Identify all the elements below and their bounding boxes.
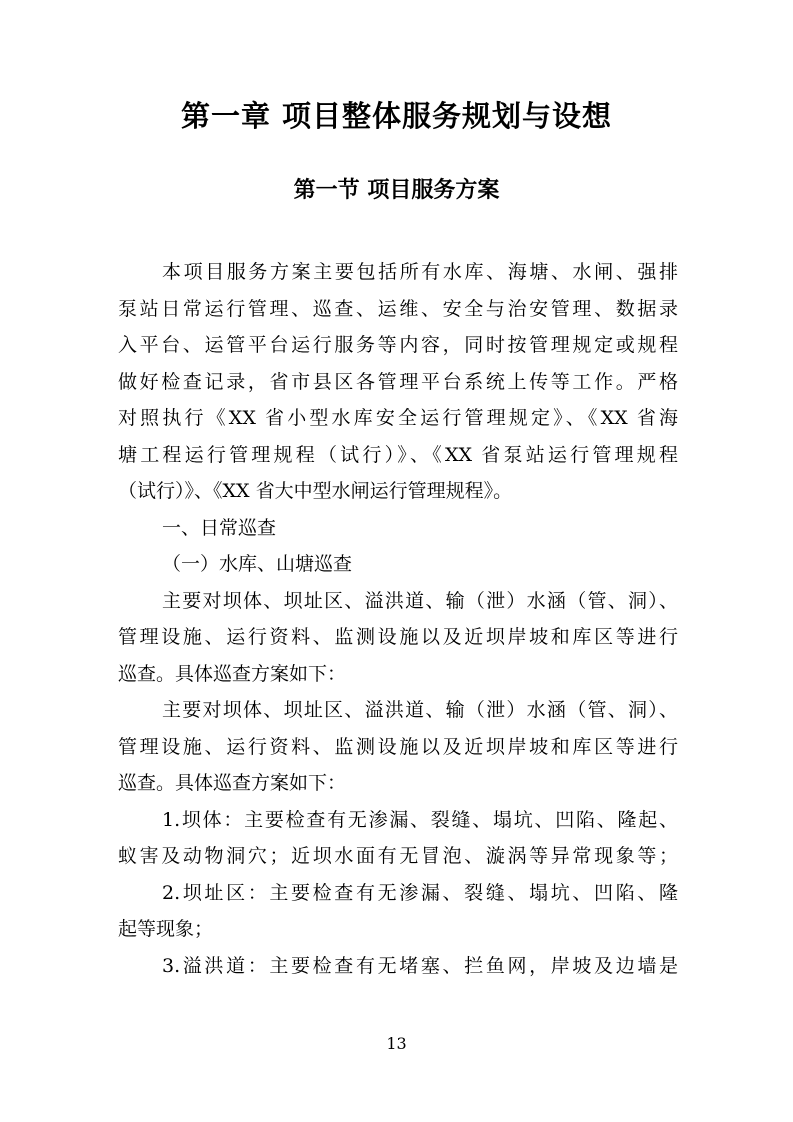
paragraph-line: 主要对坝体、坝址区、溢洪道、输（泄）水涵（管、洞）、 <box>162 589 678 612</box>
body-text <box>118 254 678 984</box>
list-item-dam-body-cont: 蚁害及动物洞穴；近坝水面有无冒泡、漩涡等异常现象等； <box>118 845 678 867</box>
section-title: 第一节 项目服务方案 <box>293 178 500 203</box>
heading-daily-inspection: 一、日常巡查 <box>162 516 277 539</box>
paragraph-line: 巡查。具体巡查方案如下： <box>118 772 347 794</box>
paragraph-line: 泵站日常运行管理、巡查、运维、安全与治安管理、数据录 <box>118 297 678 320</box>
paragraph-line: 管理设施、运行资料、监测设施以及近坝岸坡和库区等进行 <box>118 735 678 758</box>
heading-reservoir-inspection: （一）水库、山塘巡查 <box>162 553 353 575</box>
paragraph-line: 对照执行《XX 省小型水库安全运行管理规定》、《XX 省海 <box>118 407 678 429</box>
paragraph-line: 管理设施、运行资料、监测设施以及近坝岸坡和库区等进行 <box>118 626 678 648</box>
paragraph-line: 塘工程运行管理规程（试行）》、《XX 省泵站运行管理规程 <box>118 443 678 466</box>
list-item-dam-site-cont: 起等现象； <box>118 918 214 940</box>
paragraph-line: 本项目服务方案主要包括所有水库、海塘、水闸、强排 <box>162 261 678 283</box>
page-number: 13 <box>386 1034 407 1053</box>
list-item-spillway: 3.溢洪道：主要检查有无堵塞、拦鱼网，岸坡及边墙是 <box>162 954 678 977</box>
list-item-dam-body: 1.坝体：主要检查有无渗漏、裂缝、塌坑、凹陷、隆起、 <box>162 808 678 831</box>
list-item-dam-site: 2.坝址区：主要检查有无渗漏、裂缝、塌坑、凹陷、隆 <box>162 881 678 904</box>
paragraph-line: （试行）》、《XX 省大中型水闸运行管理规程》。 <box>118 480 513 502</box>
paragraph-line: 入平台、运管平台运行服务等内容，同时按管理规定或规程 <box>118 334 678 356</box>
paragraph-line: 主要对坝体、坝址区、溢洪道、输（泄）水涵（管、洞）、 <box>162 699 678 721</box>
paragraph-line: 巡查。具体巡查方案如下： <box>118 662 347 685</box>
chapter-title: 第一章 项目整体服务规划与设想 <box>180 99 613 133</box>
paragraph-line: 做好检查记录，省市县区各管理平台系统上传等工作。严格 <box>118 370 678 393</box>
